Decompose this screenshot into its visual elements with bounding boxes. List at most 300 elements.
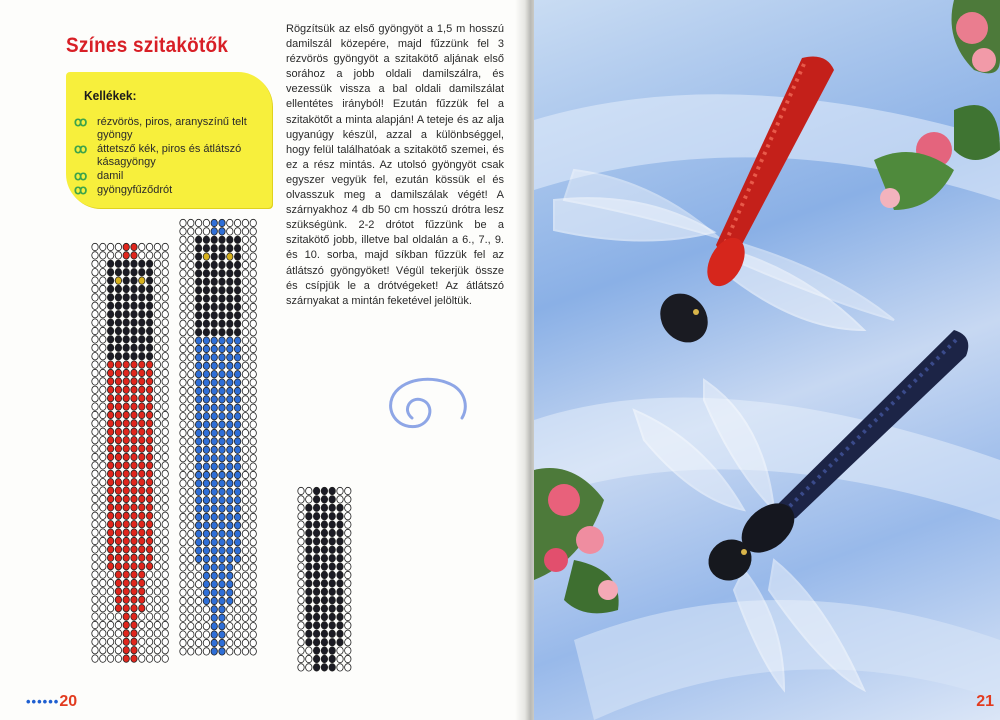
bead-cell — [203, 371, 209, 378]
bead-cell — [242, 547, 248, 554]
bead-cell — [195, 555, 201, 562]
bead-cell — [211, 253, 217, 260]
bead-cell — [211, 312, 217, 319]
bead-cell — [203, 320, 209, 327]
bead-cell — [107, 588, 113, 595]
bead-cell — [234, 623, 240, 630]
bead-cell — [242, 446, 248, 453]
bead-cell — [211, 345, 217, 352]
bead-cell — [250, 572, 256, 579]
bead-cell — [203, 421, 209, 428]
bead-cell — [180, 497, 186, 504]
bead-cell — [188, 303, 194, 310]
bead-cell — [162, 479, 168, 486]
bead-cell — [180, 396, 186, 403]
bead-cell — [92, 369, 98, 376]
bead-cell — [250, 530, 256, 537]
bead-cell — [211, 555, 217, 562]
bead-cell — [146, 495, 152, 502]
bead-cell — [195, 329, 201, 336]
bead-cell — [329, 597, 335, 604]
spiral-bullet-icon: ꝏ — [74, 182, 88, 197]
bead-cell — [146, 260, 152, 267]
bead-cell — [203, 589, 209, 596]
bead-cell — [250, 564, 256, 571]
bead-cell — [234, 547, 240, 554]
bead-cell — [92, 554, 98, 561]
bead-cell — [92, 420, 98, 427]
bead-cell — [100, 596, 106, 603]
bead-cell — [250, 597, 256, 604]
bead-cell — [234, 261, 240, 268]
bead-cell — [92, 605, 98, 612]
bead-cell — [146, 537, 152, 544]
bead-cell — [162, 252, 168, 259]
bead-cell — [154, 512, 160, 519]
bead-cell — [234, 379, 240, 386]
bead-cell — [337, 546, 343, 553]
bead-cell — [92, 647, 98, 654]
bead-cell — [242, 345, 248, 352]
bead-cell — [180, 522, 186, 529]
bead-cell — [180, 505, 186, 512]
bead-cell — [115, 269, 121, 276]
bead-cell — [107, 311, 113, 318]
bead-cell — [234, 631, 240, 638]
bead-cell — [195, 497, 201, 504]
bead-cell — [306, 513, 312, 520]
bead-cell — [211, 446, 217, 453]
bead-cell — [219, 329, 225, 336]
bead-cell — [211, 261, 217, 268]
bead-cell — [180, 639, 186, 646]
bead-cell — [180, 539, 186, 546]
bead-cell — [313, 664, 319, 671]
bead-cell — [115, 260, 121, 267]
bead-cell — [115, 277, 121, 284]
bead-cell — [146, 369, 152, 376]
bead-cell — [188, 505, 194, 512]
bead-cell — [180, 295, 186, 302]
bead-cell — [203, 471, 209, 478]
bead-cell — [180, 354, 186, 361]
bead-cell — [337, 571, 343, 578]
bead-cell — [250, 488, 256, 495]
bead-cell — [242, 320, 248, 327]
bead-cell — [313, 613, 319, 620]
bead-cell — [227, 606, 233, 613]
bead-cell — [123, 487, 129, 494]
bead-cell — [250, 362, 256, 369]
bead-cell — [131, 386, 137, 393]
bead-cell — [313, 487, 319, 494]
bead-cell — [188, 236, 194, 243]
bead-cell — [146, 613, 152, 620]
bead-cell — [211, 228, 217, 235]
bead-cell — [195, 589, 201, 596]
red-dragonfly-bead-pattern — [90, 242, 176, 682]
bead-cell — [131, 311, 137, 318]
bead-cell — [139, 437, 145, 444]
bead-cell — [227, 261, 233, 268]
bead-cell — [329, 664, 335, 671]
bead-cell — [321, 613, 327, 620]
bead-cell — [107, 521, 113, 528]
bead-cell — [298, 513, 304, 520]
bead-cell — [242, 597, 248, 604]
bead-cell — [337, 597, 343, 604]
bead-cell — [154, 563, 160, 570]
bead-cell — [203, 480, 209, 487]
bead-cell — [306, 597, 312, 604]
bead-cell — [139, 403, 145, 410]
bead-cell — [313, 647, 319, 654]
bead-cell — [219, 295, 225, 302]
bead-cell — [107, 512, 113, 519]
bead-cell — [188, 413, 194, 420]
bead-cell — [146, 621, 152, 628]
bead-cell — [195, 371, 201, 378]
beaded-dragonflies-photo — [534, 0, 1000, 720]
bead-cell — [219, 354, 225, 361]
bead-cell — [234, 421, 240, 428]
bead-cell — [195, 597, 201, 604]
bead-cell — [298, 605, 304, 612]
bead-cell — [337, 521, 343, 528]
bead-cell — [234, 539, 240, 546]
bead-cell — [139, 353, 145, 360]
bead-cell — [321, 647, 327, 654]
bead-cell — [139, 420, 145, 427]
bead-cell — [146, 319, 152, 326]
bead-cell — [219, 337, 225, 344]
bead-cell — [188, 530, 194, 537]
bead-cell — [321, 605, 327, 612]
bead-cell — [211, 455, 217, 462]
bead-cell — [219, 497, 225, 504]
bead-cell — [92, 311, 98, 318]
bead-cell — [227, 648, 233, 655]
bead-cell — [250, 253, 256, 260]
bead-cell — [234, 581, 240, 588]
bead-cell — [227, 404, 233, 411]
bead-cell — [250, 320, 256, 327]
bead-cell — [180, 572, 186, 579]
bead-cell — [234, 564, 240, 571]
bead-cell — [162, 579, 168, 586]
bead-cell — [195, 295, 201, 302]
bead-cell — [180, 589, 186, 596]
bead-cell — [115, 487, 121, 494]
bead-cell — [219, 606, 225, 613]
bead-cell — [219, 429, 225, 436]
bead-cell — [162, 420, 168, 427]
bead-cell — [234, 438, 240, 445]
bead-cell — [188, 438, 194, 445]
bead-cell — [146, 277, 152, 284]
bead-cell — [242, 438, 248, 445]
bead-cell — [203, 530, 209, 537]
bead-cell — [242, 530, 248, 537]
bead-cell — [154, 579, 160, 586]
bead-cell — [100, 252, 106, 259]
bead-cell — [321, 504, 327, 511]
bead-cell — [107, 470, 113, 477]
bead-cell — [92, 546, 98, 553]
bead-cell — [139, 579, 145, 586]
bead-cell — [211, 597, 217, 604]
bead-cell — [250, 354, 256, 361]
bead-cell — [107, 571, 113, 578]
bead-cell — [115, 630, 121, 637]
bead-cell — [107, 403, 113, 410]
bead-cell — [107, 395, 113, 402]
bead-cell — [227, 438, 233, 445]
bead-cell — [123, 260, 129, 267]
bead-cell — [162, 277, 168, 284]
bead-cell — [180, 597, 186, 604]
bead-cell — [345, 487, 351, 494]
bead-cell — [227, 287, 233, 294]
bead-cell — [250, 623, 256, 630]
bead-cell — [211, 648, 217, 655]
bead-cell — [139, 369, 145, 376]
bead-cell — [180, 446, 186, 453]
bead-cell — [337, 613, 343, 620]
bead-cell — [227, 228, 233, 235]
bead-cell — [313, 655, 319, 662]
bead-cell — [242, 480, 248, 487]
bead-cell — [329, 580, 335, 587]
spiral-bullet-icon: ꝏ — [74, 168, 88, 183]
bead-cell — [234, 589, 240, 596]
bead-cell — [227, 270, 233, 277]
bead-cell — [180, 614, 186, 621]
bead-cell — [234, 639, 240, 646]
bead-cell — [92, 411, 98, 418]
bead-cell — [154, 403, 160, 410]
bead-cell — [203, 463, 209, 470]
bead-cell — [313, 521, 319, 528]
bead-cell — [203, 245, 209, 252]
bead-cell — [115, 647, 121, 654]
bead-cell — [211, 245, 217, 252]
bead-cell — [180, 379, 186, 386]
bead-cell — [123, 353, 129, 360]
bead-cell — [242, 261, 248, 268]
bead-cell — [154, 554, 160, 561]
bead-cell — [162, 395, 168, 402]
bead-cell — [242, 429, 248, 436]
bead-cell — [180, 404, 186, 411]
bead-cell — [219, 455, 225, 462]
bead-cell — [219, 488, 225, 495]
bead-cell — [188, 371, 194, 378]
bead-cell — [234, 303, 240, 310]
bead-cell — [329, 546, 335, 553]
bead-cell — [242, 648, 248, 655]
bead-cell — [162, 378, 168, 385]
bead-cell — [219, 236, 225, 243]
bead-cell — [92, 437, 98, 444]
bead-cell — [100, 369, 106, 376]
bead-cell — [115, 327, 121, 334]
bead-cell — [180, 312, 186, 319]
bead-cell — [188, 547, 194, 554]
bead-cell — [242, 539, 248, 546]
bead-cell — [146, 336, 152, 343]
bead-cell — [227, 312, 233, 319]
bead-cell — [180, 564, 186, 571]
bead-cell — [329, 622, 335, 629]
bead-cell — [306, 664, 312, 671]
bead-cell — [203, 337, 209, 344]
bead-cell — [188, 522, 194, 529]
bead-cell — [107, 428, 113, 435]
bead-cell — [154, 353, 160, 360]
bead-cell — [115, 655, 121, 662]
bead-cell — [162, 655, 168, 662]
bead-cell — [227, 471, 233, 478]
bead-cell — [227, 362, 233, 369]
bead-cell — [227, 488, 233, 495]
bead-cell — [115, 243, 121, 250]
bead-cell — [107, 647, 113, 654]
bead-cell — [211, 581, 217, 588]
bead-cell — [115, 420, 121, 427]
bead-cell — [162, 470, 168, 477]
bead-cell — [131, 647, 137, 654]
bead-cell — [219, 245, 225, 252]
bead-cell — [162, 571, 168, 578]
bead-cell — [154, 344, 160, 351]
bead-cell — [188, 312, 194, 319]
bead-cell — [195, 379, 201, 386]
bead-cell — [123, 655, 129, 662]
bead-cell — [195, 219, 201, 226]
bead-cell — [250, 581, 256, 588]
bead-cell — [313, 630, 319, 637]
bead-cell — [92, 445, 98, 452]
bead-cell — [227, 581, 233, 588]
bead-cell — [227, 446, 233, 453]
bead-cell — [219, 261, 225, 268]
bead-cell — [100, 537, 106, 544]
bead-cell — [100, 630, 106, 637]
bead-cell — [107, 495, 113, 502]
bead-cell — [321, 664, 327, 671]
bead-cell — [180, 438, 186, 445]
bead-cell — [306, 538, 312, 545]
bead-cell — [219, 270, 225, 277]
bead-cell — [115, 453, 121, 460]
bead-cell — [329, 529, 335, 536]
bead-cell — [139, 588, 145, 595]
bead-cell — [188, 555, 194, 562]
bead-cell — [92, 378, 98, 385]
bead-cell — [345, 546, 351, 553]
bead-cell — [146, 521, 152, 528]
bead-cell — [139, 302, 145, 309]
bead-cell — [123, 630, 129, 637]
bead-cell — [146, 554, 152, 561]
bead-cell — [242, 606, 248, 613]
bead-cell — [337, 647, 343, 654]
bead-cell — [234, 471, 240, 478]
bead-cell — [123, 470, 129, 477]
bead-cell — [123, 613, 129, 620]
bead-cell — [146, 294, 152, 301]
bead-cell — [345, 555, 351, 562]
bead-cell — [242, 278, 248, 285]
bead-cell — [154, 638, 160, 645]
bead-cell — [219, 219, 225, 226]
bead-cell — [234, 270, 240, 277]
bead-cell — [123, 504, 129, 511]
bead-cell — [242, 421, 248, 428]
bead-cell — [100, 428, 106, 435]
bead-cell — [211, 547, 217, 554]
bead-cell — [203, 396, 209, 403]
bead-cell — [219, 404, 225, 411]
materials-heading: Kellékek: — [84, 88, 137, 103]
bead-cell — [180, 236, 186, 243]
bead-cell — [188, 396, 194, 403]
bead-cell — [219, 513, 225, 520]
bead-cell — [123, 285, 129, 292]
bead-cell — [250, 421, 256, 428]
bead-cell — [329, 613, 335, 620]
bead-cell — [298, 639, 304, 646]
bead-cell — [123, 521, 129, 528]
bead-cell — [227, 505, 233, 512]
bead-cell — [123, 311, 129, 318]
bead-cell — [162, 462, 168, 469]
bead-cell — [195, 606, 201, 613]
bead-cell — [298, 622, 304, 629]
bead-cell — [250, 614, 256, 621]
bead-cell — [321, 563, 327, 570]
bead-cell — [298, 521, 304, 528]
bead-cell — [100, 621, 106, 628]
swirl-decoration-icon — [372, 370, 472, 450]
bead-cell — [195, 522, 201, 529]
bead-cell — [123, 428, 129, 435]
bead-cell — [203, 455, 209, 462]
bead-cell — [227, 219, 233, 226]
bead-cell — [92, 302, 98, 309]
bead-cell — [180, 345, 186, 352]
bead-cell — [92, 529, 98, 536]
bead-cell — [250, 236, 256, 243]
bead-cell — [162, 630, 168, 637]
bead-cell — [115, 361, 121, 368]
bead-cell — [203, 278, 209, 285]
bead-cell — [123, 420, 129, 427]
bead-cell — [242, 623, 248, 630]
bead-cell — [234, 513, 240, 520]
bead-cell — [227, 522, 233, 529]
bead-cell — [123, 529, 129, 536]
bead-cell — [146, 529, 152, 536]
bead-cell — [203, 505, 209, 512]
bead-cell — [139, 638, 145, 645]
bead-cell — [146, 579, 152, 586]
bead-cell — [162, 386, 168, 393]
bead-cell — [115, 369, 121, 376]
bead-cell — [242, 303, 248, 310]
bead-cell — [115, 378, 121, 385]
